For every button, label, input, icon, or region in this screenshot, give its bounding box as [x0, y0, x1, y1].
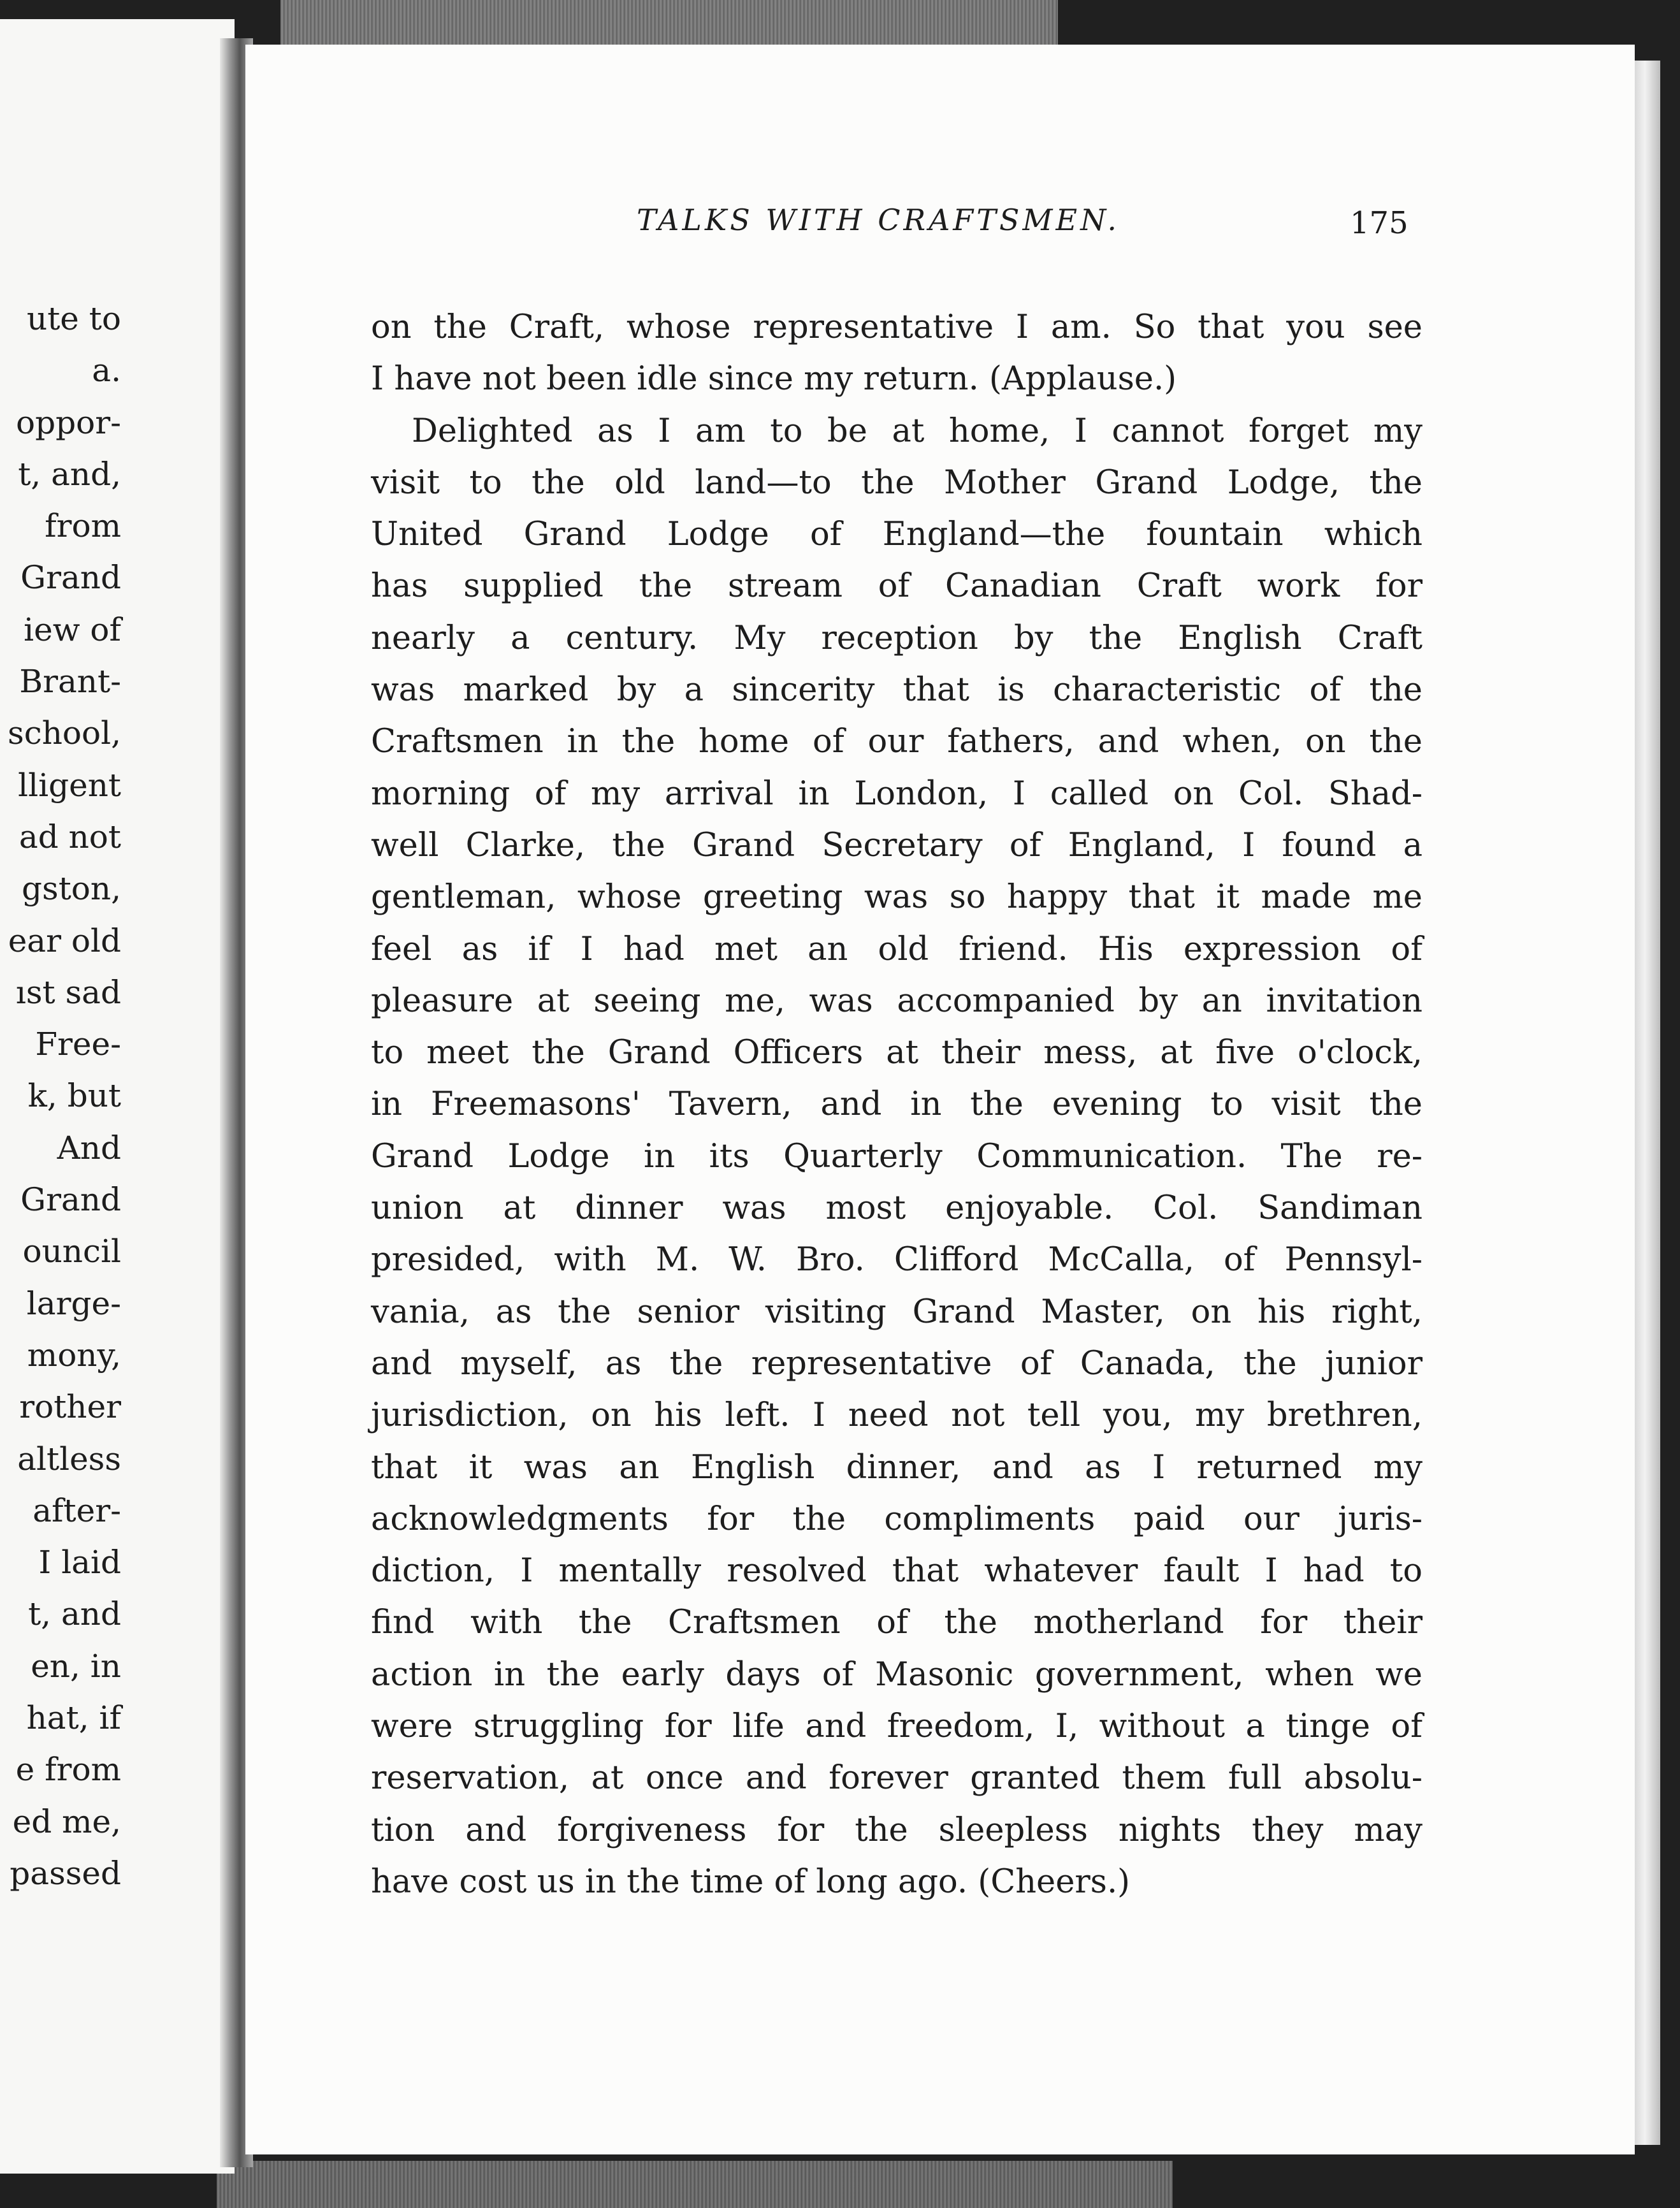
body-line: Grand Lodge in its Quarterly Communication. The re- — [371, 1137, 1423, 1175]
body-line: on the Craft, whose representative I am. So that you see — [371, 309, 1423, 346]
left-fragment-line: gston, — [22, 870, 121, 908]
body-line: nearly a century. My reception by the English Craft — [371, 619, 1423, 657]
left-fragment-line: iew of — [24, 611, 121, 648]
left-page — [0, 19, 235, 2174]
left-fragment-line: ıst sad — [15, 973, 121, 1011]
body-text — [371, 301, 1423, 1908]
body-line: action in the early days of Masonic government, when we — [371, 1655, 1423, 1694]
body-line: Craftsmen in the home of our fathers, and when, on the — [371, 723, 1423, 761]
left-fragment-line: t, and — [28, 1595, 121, 1633]
left-fragment-line: passed — [10, 1854, 121, 1892]
body-line: that it was an English dinner, and as I returned my — [371, 1448, 1423, 1486]
body-line: acknowledgments for the compliments paid our juris- — [371, 1500, 1423, 1538]
left-fragment-line: Free- — [35, 1026, 121, 1063]
left-fragment-line: ad not — [18, 818, 121, 855]
left-fragment-line: Grand — [20, 1181, 121, 1219]
body-line: were struggling for life and freedom, I, without a tinge of — [371, 1708, 1423, 1746]
left-fragment-line: oppor- — [15, 403, 121, 441]
left-fragment-line: large- — [26, 1284, 121, 1322]
left-fragment-line: a. — [92, 352, 121, 389]
body-line: and myself, as the representative of Canada, the junior — [371, 1344, 1423, 1383]
page-number: 175 — [1350, 205, 1408, 241]
left-fragment-line: k, but — [27, 1077, 121, 1115]
left-fragment-line: And — [57, 1129, 121, 1166]
left-fragment-line: e from — [15, 1751, 121, 1789]
left-fragment-line: lligent — [18, 766, 121, 804]
body-line: presided, with M. W. Bro. Clifford McCalla, of Pennsyl- — [371, 1241, 1423, 1279]
left-fragment-line: rother — [19, 1388, 121, 1426]
left-fragment-line: Brant- — [19, 663, 121, 701]
running-head: TALKS WITH CRAFTSMEN. — [636, 203, 1120, 237]
left-fragment-line: altless — [17, 1440, 121, 1478]
body-line: to meet the Grand Officers at their mess, at five o'clock, — [371, 1034, 1423, 1072]
left-fragment-line: from — [45, 507, 121, 545]
book-cover-top-edge — [280, 0, 1058, 45]
body-line: tion and forgiveness for the sleepless nights they may — [371, 1811, 1423, 1849]
body-line: vania, as the senior visiting Grand Master, on his right, — [371, 1293, 1423, 1331]
body-line: union at dinner was most enjoyable. Col. Sandiman — [371, 1189, 1423, 1228]
body-line: has supplied the stream of Canadian Craft work for — [371, 567, 1423, 606]
body-line: morning of my arrival in London, I called on Col. Shad- — [371, 774, 1423, 813]
left-fragment-line: ed me, — [12, 1803, 121, 1840]
body-line: gentleman, whose greeting was so happy that it made me — [371, 878, 1423, 917]
body-line: diction, I mentally resolved that whatever fault I had to — [371, 1552, 1423, 1590]
left-page-text-fragments — [0, 293, 235, 1899]
body-line: find with the Craftsmen of the motherland for their — [371, 1604, 1423, 1642]
body-line: Delighted as I am to be at home, I cannot forget my — [412, 412, 1423, 450]
left-fragment-line: ute to — [27, 300, 121, 337]
body-line: have cost us in the time of long ago. (Cheers.) — [371, 1863, 1131, 1901]
body-line: well Clarke, the Grand Secretary of England, I found a — [371, 826, 1423, 864]
body-line: jurisdiction, on his left. I need not tell you, my brethren, — [371, 1397, 1423, 1435]
left-fragment-line: Grand — [20, 559, 121, 597]
left-fragment-line: school, — [8, 715, 121, 752]
body-line: reservation, at once and forever granted them full absolu- — [371, 1759, 1423, 1798]
left-fragment-line: after- — [33, 1492, 121, 1529]
left-fragment-line: t, and, — [18, 455, 121, 493]
book-cover-bottom-edge — [217, 2161, 1173, 2208]
left-fragment-line: mony, — [27, 1336, 121, 1374]
left-fragment-line: I laid — [38, 1544, 121, 1581]
body-line: pleasure at seeing me, was accompanied by an invitation — [371, 982, 1423, 1020]
body-line: I have not been idle since my return. (Applause.) — [371, 360, 1177, 398]
body-line: United Grand Lodge of England—the fountain which — [371, 516, 1423, 554]
body-line: feel as if I had met an old friend. His expression of — [371, 930, 1423, 968]
body-line: was marked by a sincerity that is characteristic of the — [371, 671, 1423, 709]
left-fragment-line: ouncil — [22, 1233, 121, 1270]
body-line: visit to the old land—to the Mother Grand Lodge, the — [371, 463, 1423, 502]
page-stack-edge — [1635, 61, 1660, 2145]
left-fragment-line: en, in — [31, 1647, 121, 1685]
left-fragment-line: ear old — [8, 922, 121, 959]
body-line: in Freemasons' Tavern, and in the evening to visit the — [371, 1086, 1423, 1124]
left-fragment-line: hat, if — [26, 1699, 121, 1737]
